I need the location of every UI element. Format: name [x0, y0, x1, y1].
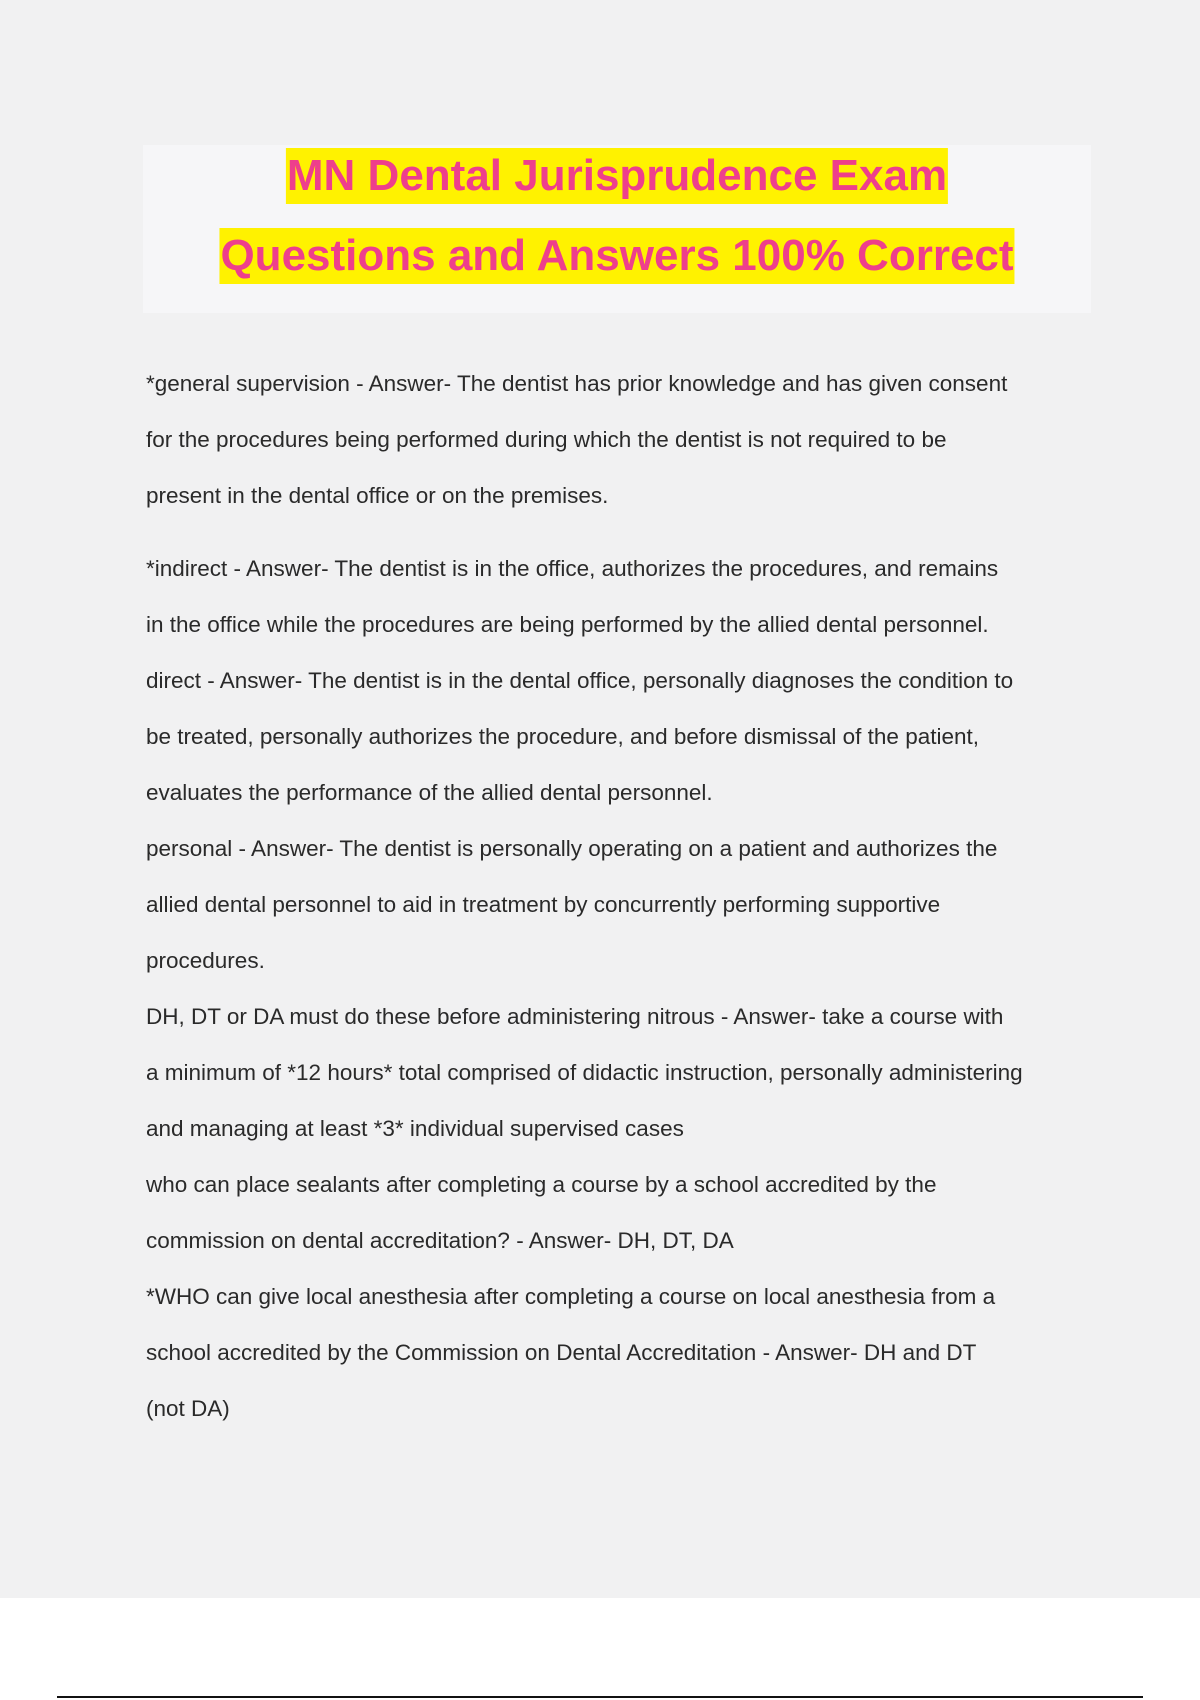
document-title-line-2: Questions and Answers 100% Correct: [219, 228, 1014, 284]
qa-entry-direct: direct - Answer- The dentist is in the dental office, personally diagnoses the condition to be treated, personally authorizes the procedure, and before dismissal of the patient, evaluates the performance of the allied dental personnel.: [146, 668, 1014, 805]
qa-entry-personal: personal - Answer- The dentist is personally operating on a patient and authorizes the allied dental personnel to aid in treatment by concurrently performing supportive procedures.: [146, 836, 998, 973]
qa-entry-nitrous: DH, DT or DA must do these before administering nitrous - Answer- take a course with a minimum of *12 hours* total comprised of didactic instruction, personally administering and managing at least *3* individual supervised cases: [146, 1004, 1023, 1141]
qa-entry-general-supervision: *general supervision - Answer- The dentist has prior knowledge and has given consent for the procedures being performed during which the dentist is not required to be present in the dental office or on the premises.: [146, 371, 1008, 508]
qa-entry-local-anesthesia: *WHO can give local anesthesia after completing a course on local anesthesia from a school accredited by the Commission on Dental Accreditation - Answer- DH and DT (not DA): [146, 1284, 996, 1421]
qa-entry-sealants: who can place sealants after completing a course by a school accredited by the commission on dental accreditation? - Answer- DH, DT, DA: [146, 1172, 937, 1253]
qa-entry-indirect: *indirect - Answer- The dentist is in the office, authorizes the procedures, and remains in the office while the procedures are being performed by the allied dental personnel.: [146, 556, 999, 637]
footer-divider: [57, 1696, 1143, 1698]
title-block: [143, 145, 1091, 313]
document-title-line-1: MN Dental Jurisprudence Exam: [286, 148, 948, 204]
qa-content: [146, 356, 1096, 1437]
